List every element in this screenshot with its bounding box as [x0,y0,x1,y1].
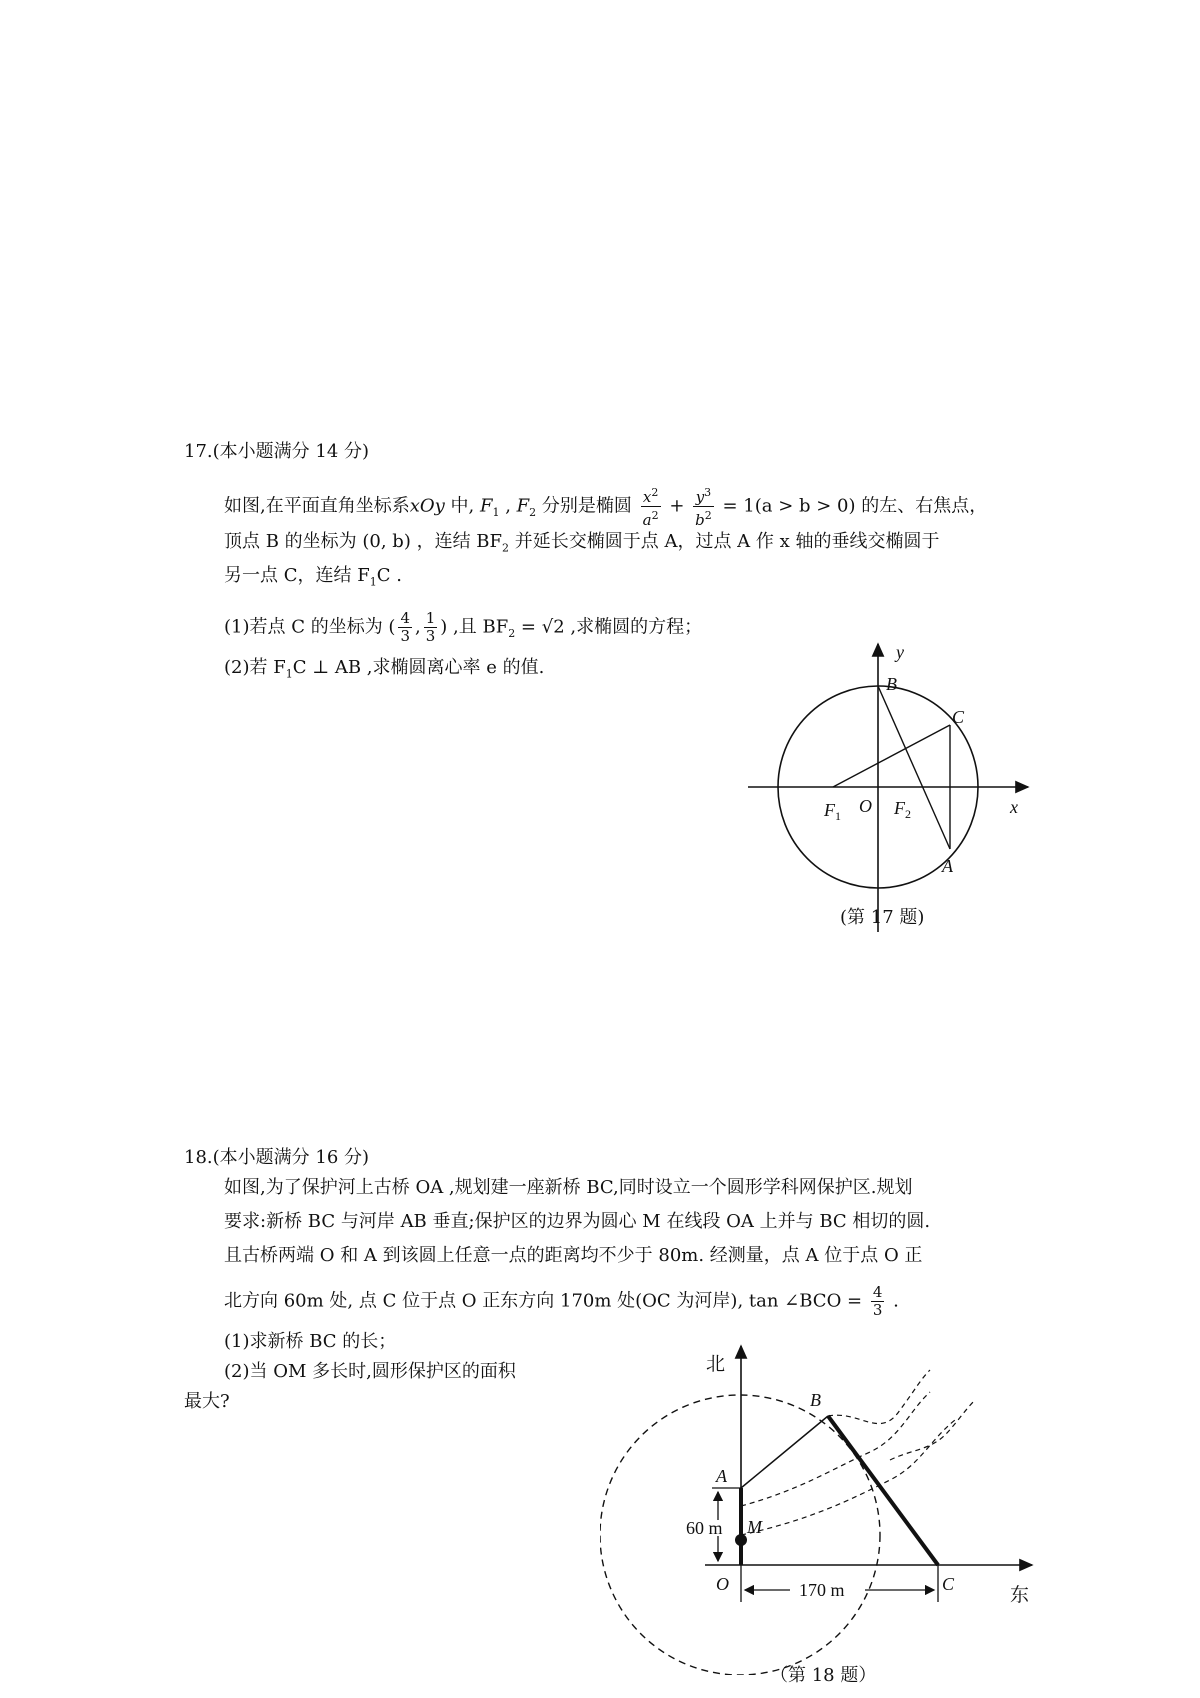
label-north: 北 [706,1354,726,1375]
segment-BA [878,686,950,849]
q18-part1: (1)求新桥 BC 的长； [224,1331,397,1352]
q18-title: 18.(本小题满分 16 分) [184,1147,370,1168]
q17-line2: 顶点 B 的坐标为 (0, b) ，连结 $BF_2$ 并延长交椭圆于点 A，过点 A 作 x 轴的垂线交椭圆于 [224,531,940,555]
q17-part1: (1)若点 C 的坐标为 ( $\frac{4}{3}$ , $\frac{1}{3}$ ) ,且 $BF_2 = √2$ ,求椭圆的方程； [224,609,703,645]
river-curve-4 [890,1400,975,1460]
q17-line1: 如图,在平面直角坐标系xOy 中, $F_1$ , $F_2$ 分别是椭圆 $\frac{x^2}{a^2}$ + $\frac{y^3}{b^2}$ = 1(a > b > 0) 的左、右焦点， [224,486,988,529]
label-60m: 60 m [686,1518,723,1538]
q18-part2-cont: 最大? [184,1391,230,1412]
label-east: 东 [1010,1585,1030,1606]
label-A: A [716,1466,727,1486]
q18-part2: (2)当 OM 多长时,圆形保护区的面积 [224,1361,516,1382]
label-C: C [942,1574,955,1594]
q18-line2: 要求:新桥 BC 与河岸 AB 垂直;保护区的边界为圆心 M 在线段 OA 上并与 BC 相切的圆. [224,1211,931,1232]
q17-part2: (2)若 $F_1C$ ⊥ AB ,求椭圆离心率 e 的值. [224,657,545,681]
label-B: B [810,1390,821,1410]
river-curve-1 [741,1392,930,1506]
label-x: x [1010,797,1018,817]
label-B: B [886,674,897,694]
q18-line1: 如图,为了保护河上古桥 OA ,规划建一座新桥 BC,同时设立一个圆形学科网保护区.规划 [224,1177,913,1198]
river-curve-3 [828,1370,930,1424]
ellipse-x-fraction: $\frac{x^2}{a^2}$ [642,486,659,529]
river-curve-2 [741,1420,955,1535]
label-y: y [896,642,904,662]
q18-line4: 北方向 60m 处, 点 C 位于点 O 正东方向 170m 处(OC 为河岸), tan ∠BCO = $\frac{4}{3}$ . [224,1283,899,1319]
q17-title: 17.(本小题满分 14 分) [184,441,370,462]
figure-17-ellipse [740,640,1040,940]
label-O: O [716,1574,729,1594]
q17-line3: 另一点 C，连结 $F_1C$ . [224,565,402,589]
point-M [735,1534,747,1546]
label-F2: $F_2$ [894,798,911,821]
bank-AB [741,1416,828,1488]
label-F1: $F_1$ [824,800,841,823]
label-C: C [952,707,965,727]
ellipse-y-fraction: $\frac{y^3}{b^2}$ [695,486,712,529]
figure-17-caption: (第 17 题) [840,907,925,928]
label-A: A [942,856,953,876]
figure-18-caption: （第 18 题） [770,1665,877,1686]
q18-line3: 且古桥两端 O 和 A 到该圆上任意一点的距离均不少于 80m. 经测量，点 A 位于点 O 正 [224,1245,923,1266]
label-O: O [859,796,872,816]
new-bridge-BC [828,1416,938,1565]
label-M: M [747,1517,762,1537]
label-170m: 170 m [799,1580,845,1600]
figure-18-bridge [600,1340,1060,1675]
segment-F1C [833,725,950,787]
